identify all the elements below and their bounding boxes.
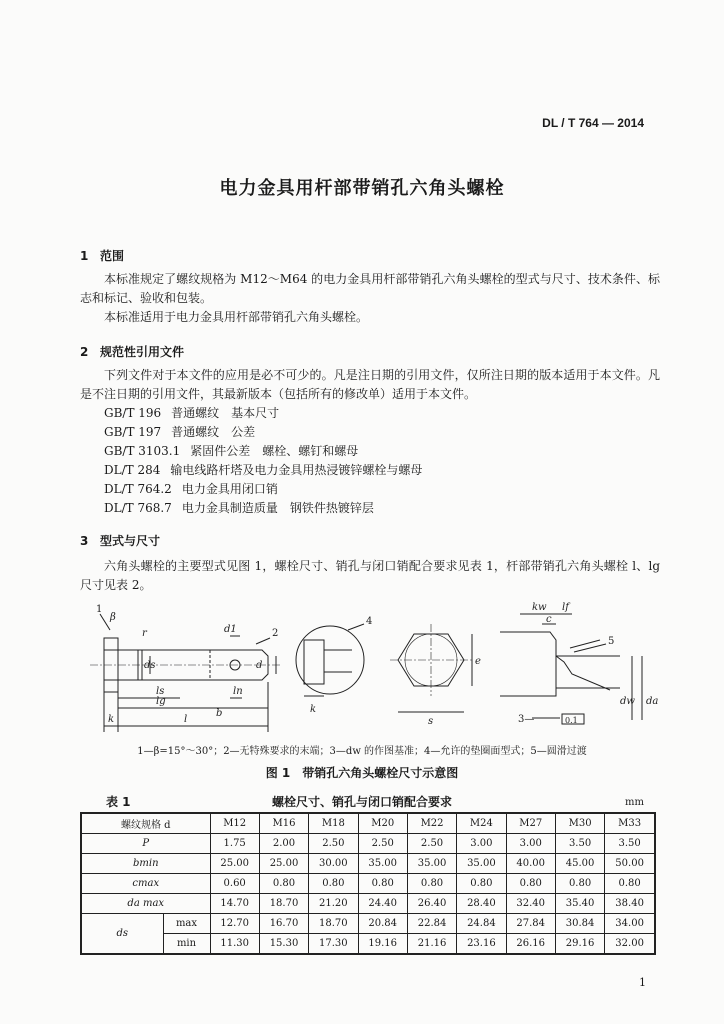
table-cell: 2.00 — [259, 834, 308, 854]
table-row — [81, 854, 655, 874]
table-cell: 11.30 — [210, 934, 259, 955]
table-cell: 0.80 — [605, 874, 655, 894]
table-cell: 0.80 — [506, 874, 555, 894]
label-k-detail: k — [310, 704, 317, 715]
table-cell: 21.16 — [407, 934, 456, 955]
table-row — [81, 894, 655, 914]
table-cell: 15.30 — [259, 934, 308, 955]
table-cell: 22.84 — [407, 914, 456, 934]
table-cell: 35.40 — [555, 894, 604, 914]
table-cell: 24.40 — [358, 894, 407, 914]
table-cell: 24.84 — [457, 914, 506, 934]
table-cell: 21.20 — [309, 894, 358, 914]
table-cell: 25.00 — [259, 854, 308, 874]
table-cell: 18.70 — [309, 914, 358, 934]
table-cell: 3.00 — [506, 834, 555, 854]
label-r: r — [142, 628, 147, 639]
table-header-cell: M12 — [210, 813, 259, 834]
table-header-cell: M33 — [605, 813, 655, 834]
row-name: da max — [81, 894, 210, 914]
table-cell: 26.16 — [506, 934, 555, 955]
table-cell: 28.40 — [457, 894, 506, 914]
table-cell: 12.70 — [210, 914, 259, 934]
table-cell: 3.00 — [457, 834, 506, 854]
figure-caption-note: 1—β=15°～30°；2—无特殊要求的末端；3—dw 的作图基准；4—允许的垫圈面型式；5—圆滑过渡 — [137, 746, 587, 757]
label-da: da — [646, 696, 659, 707]
table-cell: 34.00 — [605, 914, 655, 934]
table-cell: 0.80 — [457, 874, 506, 894]
label-s: s — [428, 716, 434, 727]
table-cell: 0.80 — [309, 874, 358, 894]
table-cell: 20.84 — [358, 914, 407, 934]
table-cell: 0.80 — [555, 874, 604, 894]
dimension-table — [80, 812, 656, 955]
label-ln: ln — [233, 686, 243, 697]
table-cell: 26.40 — [407, 894, 456, 914]
row-name: bmin — [81, 854, 210, 874]
figure-title: 图 1 带销孔六角头螺栓尺寸示意图 — [265, 766, 459, 780]
label-lf: lf — [562, 602, 569, 613]
table-cell: 23.16 — [457, 934, 506, 955]
label-ds: ds — [144, 660, 156, 671]
head-underside-detail — [500, 614, 642, 724]
table-header-cell: M30 — [555, 813, 604, 834]
table-title: 螺栓尺寸、销孔与闭口销配合要求 — [271, 795, 452, 809]
table-cell: 0.80 — [259, 874, 308, 894]
label-k-side: k — [108, 714, 115, 725]
table-cell: 19.16 — [358, 934, 407, 955]
table-header-row — [81, 813, 655, 834]
label-beta: β — [110, 612, 116, 623]
table-row — [81, 874, 655, 894]
table-cell: 0.60 — [210, 874, 259, 894]
table-cell: 38.40 — [605, 894, 655, 914]
hex-head-end-view — [390, 624, 472, 712]
standard-code: DL / T 764 — 2014 — [542, 116, 644, 130]
table-header-cell: M22 — [407, 813, 456, 834]
table-cell: 45.00 — [555, 854, 604, 874]
table-header-cell: M24 — [457, 813, 506, 834]
reference-item: GB/T 3103.1 紧固件公差 螺栓、螺钉和螺母 — [104, 444, 359, 458]
table-cell: 40.00 — [506, 854, 555, 874]
page-title: 电力金具用杆部带销孔六角头螺栓 — [219, 178, 505, 199]
reference-item: DL/T 284 输电线路杆塔及电力金具用热浸镀锌螺栓与螺母 — [104, 463, 423, 477]
label-d1: d1 — [224, 624, 237, 635]
row-subname: max — [163, 914, 210, 934]
label-tolerance: 0.1 — [565, 716, 578, 725]
table-cell: 18.70 — [259, 894, 308, 914]
row-group-name: ds — [81, 914, 163, 955]
table-header-cell: M16 — [259, 813, 308, 834]
table-cell: 3.50 — [605, 834, 655, 854]
reference-item: GB/T 196 普通螺纹 基本尺寸 — [104, 406, 280, 420]
table-cell: 17.30 — [309, 934, 358, 955]
label-l: l — [184, 714, 188, 725]
table-row — [81, 914, 655, 934]
reference-item: DL/T 764.2 电力金具用闭口销 — [104, 482, 278, 496]
table-cell: 2.50 — [309, 834, 358, 854]
table-header-cell: M27 — [506, 813, 555, 834]
table-cell: 50.00 — [605, 854, 655, 874]
table-cell: 32.00 — [605, 934, 655, 955]
section-heading-3: 3 型式与尺寸 — [80, 534, 161, 548]
table-cell: 27.84 — [506, 914, 555, 934]
callout-4: 4 — [366, 616, 373, 627]
section-2-paragraph-1: 下列文件对于本文件的应用是必不可少的。凡是注日期的引用文件，仅所注日期的版本适用于本文件。凡是不注日期的引用文件，其最新版本（包括所有的修改单）适用于本文件。 — [80, 368, 660, 401]
label-c: c — [546, 614, 552, 625]
bolt-dimension-figure — [80, 600, 660, 740]
label-lg: lg — [156, 696, 166, 707]
section-heading-1: 1 范围 — [80, 249, 125, 263]
callout-1: 1 — [96, 604, 103, 615]
table-cell: 35.00 — [358, 854, 407, 874]
label-e: e — [475, 656, 481, 667]
reference-item: DL/T 768.7 电力金具制造质量 钢铁件热镀锌层 — [104, 501, 374, 515]
table-cell: 30.84 — [555, 914, 604, 934]
row-name: P — [81, 834, 210, 854]
table-label: 表 1 — [106, 795, 131, 809]
section-heading-2: 2 规范性引用文件 — [80, 345, 185, 359]
section-3-paragraph-1: 六角头螺栓的主要型式见图 1，螺栓尺寸、销孔与闭口销配合要求见表 1，杆部带销孔六角头螺栓 l、lg 尺寸见表 2。 — [80, 559, 660, 592]
table-cell: 1.75 — [210, 834, 259, 854]
row-name: cmax — [81, 874, 210, 894]
label-d: d — [256, 660, 263, 671]
reference-item: GB/T 197 普通螺纹 公差 — [104, 425, 256, 439]
row-subname: min — [163, 934, 210, 955]
table-cell: 2.50 — [358, 834, 407, 854]
label-b: b — [216, 708, 223, 719]
table-header-cell: M18 — [309, 813, 358, 834]
section-1-paragraph-2: 本标准适用于电力金具用杆部带销孔六角头螺栓。 — [104, 310, 369, 324]
table-cell: 30.00 — [309, 854, 358, 874]
table-cell: 32.40 — [506, 894, 555, 914]
page-number: 1 — [639, 976, 646, 989]
table-cell: 3.50 — [555, 834, 604, 854]
table-row — [81, 834, 655, 854]
callout-3: 3— — [518, 714, 535, 725]
table-header-cell: M20 — [358, 813, 407, 834]
table-cell: 0.80 — [407, 874, 456, 894]
label-ls: ls — [156, 686, 165, 697]
table-cell: 2.50 — [407, 834, 456, 854]
table-unit: mm — [625, 797, 644, 808]
callout-2: 2 — [272, 628, 279, 639]
table-cell: 16.70 — [259, 914, 308, 934]
washer-face-detail — [296, 624, 364, 696]
section-1-paragraph-1: 本标准规定了螺纹规格为 M12～M64 的电力金具用杆部带销孔六角头螺栓的型式与尺寸、技术条件、标志和标记、验收和包装。 — [80, 272, 660, 305]
table-cell: 35.00 — [457, 854, 506, 874]
table-cell: 35.00 — [407, 854, 456, 874]
table-cell: 29.16 — [555, 934, 604, 955]
callout-5: 5 — [608, 636, 615, 647]
label-kw: kw — [532, 602, 547, 613]
table-header-name: 螺纹规格 d — [81, 813, 210, 834]
table-cell: 14.70 — [210, 894, 259, 914]
table-cell: 25.00 — [210, 854, 259, 874]
table-row — [81, 934, 655, 955]
table-cell: 0.80 — [358, 874, 407, 894]
label-dw: dw — [620, 696, 635, 707]
